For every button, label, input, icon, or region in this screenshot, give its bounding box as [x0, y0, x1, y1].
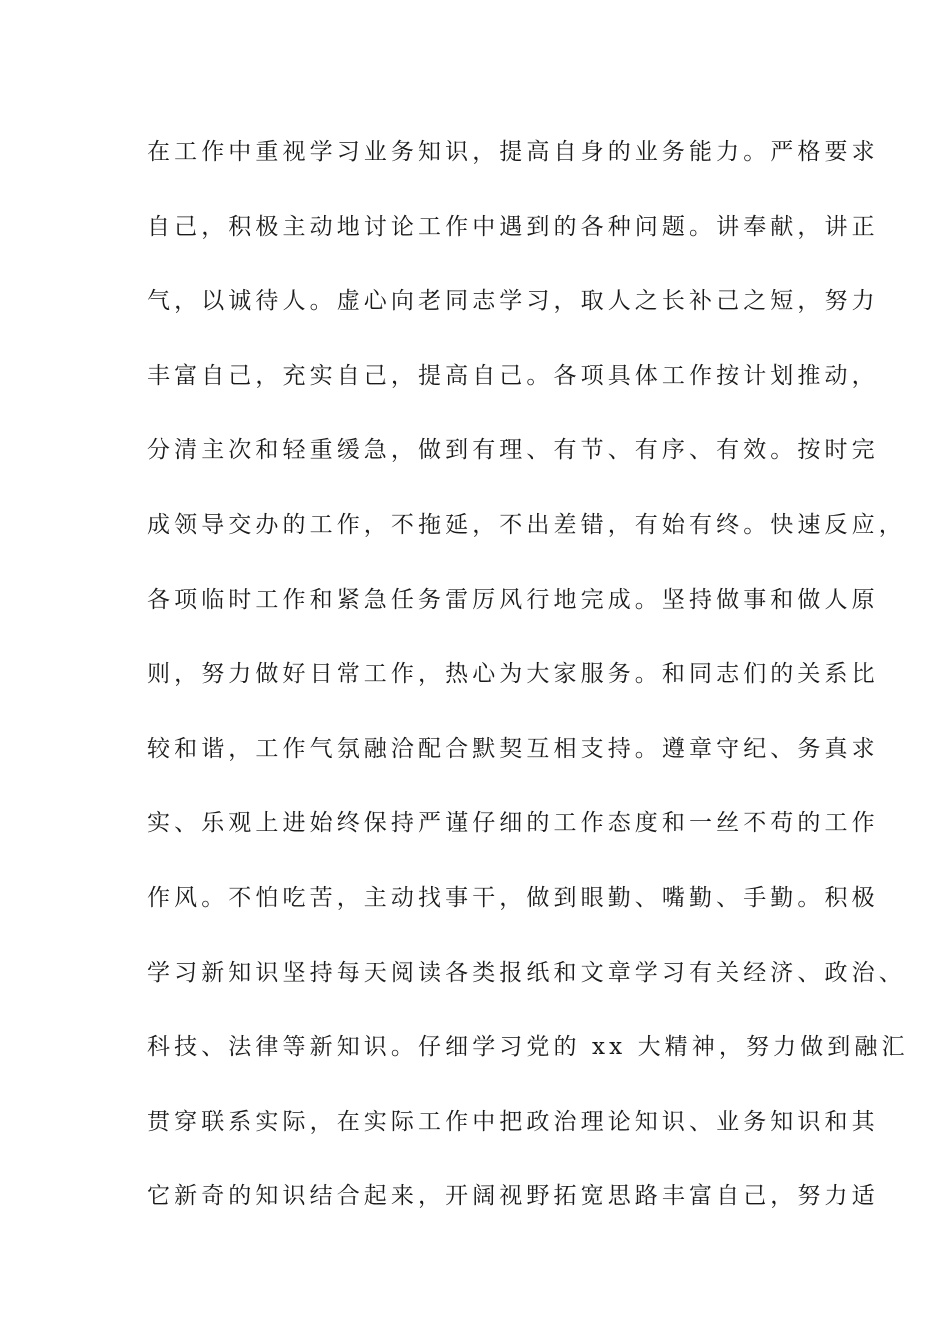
text-line: 它新奇的知识结合起来，开阔视野拓宽思路丰富自己，努力适	[147, 1183, 879, 1210]
text-line: 较和谐，工作气氛融洽配合默契互相支持。遵章守纪、务真求	[147, 735, 879, 762]
text-line: 气，以诚待人。虚心向老同志学习，取人之长补己之短，努力	[147, 288, 879, 315]
text-line: 则，努力做好日常工作，热心为大家服务。和同志们的关系比	[147, 661, 879, 688]
text-line: 自己，积极主动地讨论工作中遇到的各种问题。讲奉献，讲正	[147, 213, 879, 240]
text-line: 分清主次和轻重缓急，做到有理、有节、有序、有效。按时完	[147, 437, 879, 464]
text-line: 成领导交办的工作，不拖延，不出差错，有始有终。快速反应，	[147, 511, 906, 538]
text-line: 在工作中重视学习业务知识，提高自身的业务能力。严格要求	[147, 139, 879, 165]
text-line: 贯穿联系实际，在实际工作中把政治理论知识、业务知识和其	[147, 1108, 879, 1135]
text-line: 丰富自己，充实自己，提高自己。各项具体工作按计划推动，	[147, 362, 879, 389]
text-line: 各项临时工作和紧急任务雷厉风行地完成。坚持做事和做人原	[147, 586, 879, 613]
text-line: 科技、法律等新知识。仔细学习党的 xx 大精神，努力做到融汇	[147, 1034, 909, 1061]
text-line: 作风。不怕吃苦，主动找事干，做到眼勤、嘴勤、手勤。积极	[147, 884, 879, 911]
text-line: 实、乐观上进始终保持严谨仔细的工作态度和一丝不苟的工作	[147, 810, 879, 837]
text-line: 学习新知识坚持每天阅读各类报纸和文章学习有关经济、政治、	[147, 959, 906, 986]
body-paragraph	[147, 128, 909, 1247]
